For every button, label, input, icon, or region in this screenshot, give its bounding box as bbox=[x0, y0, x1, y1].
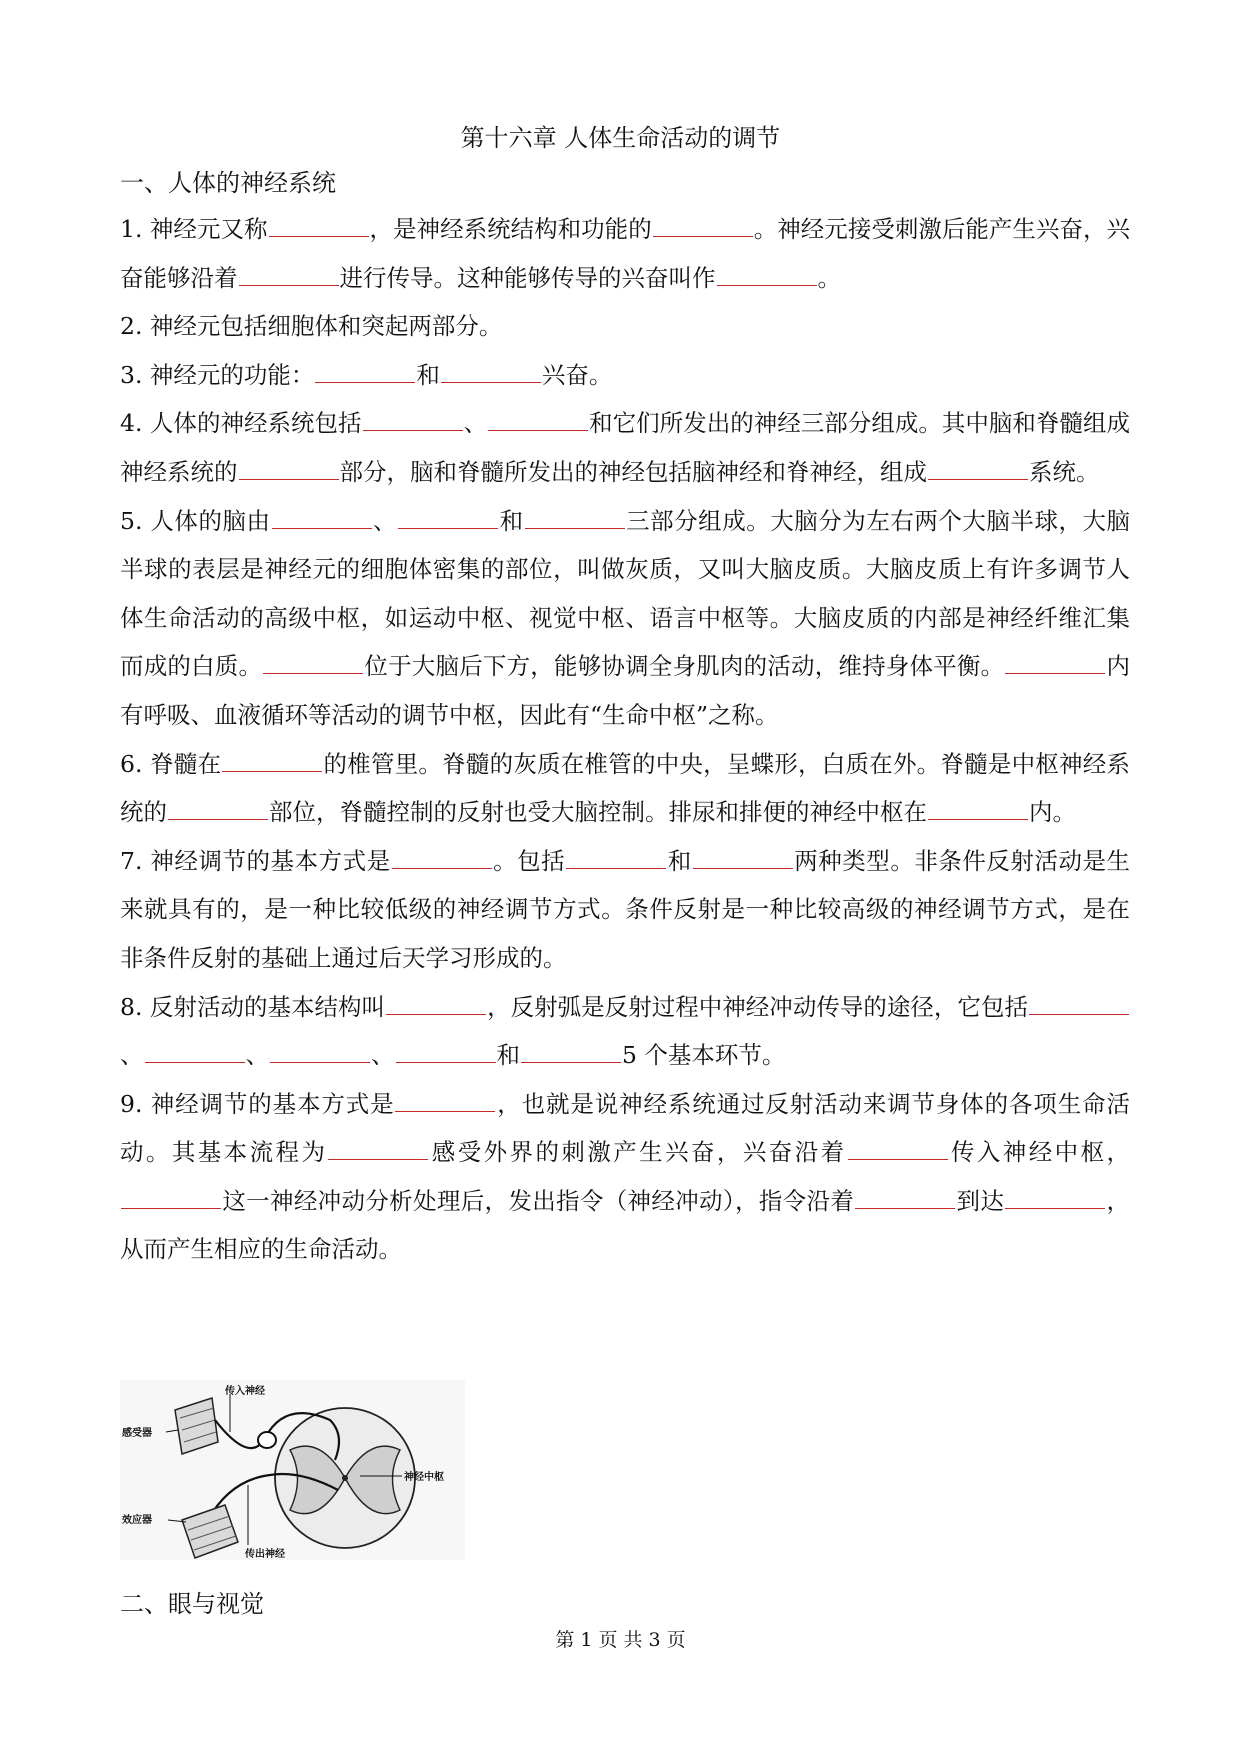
answer-blank[interactable] bbox=[717, 263, 817, 286]
answer-blank[interactable] bbox=[239, 263, 339, 286]
answer-blank[interactable] bbox=[1005, 1186, 1105, 1209]
answer-blank[interactable] bbox=[272, 506, 372, 529]
answer-blank[interactable] bbox=[269, 214, 369, 237]
question-text: 和 bbox=[416, 360, 440, 389]
question-text: 兴奋。 bbox=[541, 360, 613, 389]
question-text: 2. 神经元包括细胞体和突起两部分。 bbox=[120, 312, 503, 341]
question-text: 3. 神经元的功能： bbox=[120, 360, 315, 389]
question-text: 5 个基本环节。 bbox=[622, 1041, 786, 1070]
label-efferent: 传出神经 bbox=[245, 1549, 285, 1560]
question-text: 7. 神经调节的基本方式是 bbox=[120, 846, 391, 875]
question-text: 三部分组成。大脑分为左右两个大脑半球，大脑半球的表层是神经元的细胞体密集的部位，叫做灰质，又叫大脑皮质。大脑皮质上有许多调节人体生命活动的高级中枢，如运动中枢、视觉中枢、语言中枢等。大脑皮质的内部是神经纤维汇集而成的白质。 bbox=[120, 506, 1131, 681]
answer-blank[interactable] bbox=[239, 457, 339, 480]
question-text: ，反射弧是反射过程中神经冲动传导的途径，它包括 bbox=[487, 992, 1028, 1021]
answer-blank[interactable] bbox=[121, 1186, 221, 1209]
answer-blank[interactable] bbox=[396, 1040, 496, 1063]
label-afferent: 传入神经 bbox=[225, 1386, 265, 1397]
answer-blank[interactable] bbox=[848, 1137, 948, 1160]
question-text: 部位，脊髓控制的反射也受大脑控制。排尿和排便的神经中枢在 bbox=[269, 798, 927, 827]
question-text: 。包括 bbox=[492, 846, 566, 875]
question-text: 、 bbox=[120, 1041, 144, 1070]
answer-blank[interactable] bbox=[398, 506, 498, 529]
answer-blank[interactable] bbox=[395, 1089, 495, 1112]
answer-blank[interactable] bbox=[566, 846, 666, 869]
question-text: 6. 脊髓在 bbox=[120, 749, 222, 778]
question-text: 位于大脑后下方，能够协调全身肌肉的活动，维持身体平衡。 bbox=[364, 652, 1005, 681]
question-paragraph-7 bbox=[120, 837, 1130, 983]
question-text: ，也就是说神经系统通过反射活动来调节身体的各项生命活动。其基本流程为 bbox=[120, 1089, 1130, 1167]
question-paragraph-2 bbox=[120, 302, 1130, 351]
question-text: 系统。 bbox=[1029, 457, 1100, 486]
question-text: ，从而产生相应的生命活动。 bbox=[120, 1186, 1131, 1264]
question-text: 和它们所发出的神经三部分组成。其中脑和脊髓组成神经系统的 bbox=[120, 409, 1130, 486]
reflex-arc-svg bbox=[120, 1380, 465, 1560]
receptor-shape bbox=[175, 1398, 218, 1454]
answer-blank[interactable] bbox=[222, 749, 322, 772]
answer-blank[interactable] bbox=[392, 846, 492, 869]
answer-blank[interactable] bbox=[328, 1137, 428, 1160]
answer-blank[interactable] bbox=[441, 360, 541, 383]
question-paragraph-1 bbox=[120, 205, 1130, 302]
question-paragraph-5 bbox=[120, 497, 1130, 740]
answer-blank[interactable] bbox=[263, 651, 363, 674]
question-paragraph-4 bbox=[120, 399, 1130, 496]
effector-shape bbox=[182, 1505, 238, 1558]
question-paragraph-3 bbox=[120, 351, 1130, 400]
question-text: 、 bbox=[371, 1041, 395, 1070]
answer-blank[interactable] bbox=[521, 1040, 621, 1063]
answer-blank[interactable] bbox=[1029, 992, 1129, 1015]
answer-blank[interactable] bbox=[693, 846, 793, 869]
answer-blank[interactable] bbox=[270, 1040, 370, 1063]
question-text: 、 bbox=[245, 1041, 269, 1070]
question-text: 进行传导。这种能够传导的兴奋叫作 bbox=[339, 263, 716, 292]
answer-blank[interactable] bbox=[168, 797, 268, 820]
question-text: 1. 神经元又称 bbox=[120, 215, 268, 243]
chapter-title: 第十六章 人体生命活动的调节 bbox=[460, 124, 781, 152]
answer-blank[interactable] bbox=[145, 1040, 245, 1063]
label-center: 神经中枢 bbox=[404, 1472, 444, 1483]
answer-blank[interactable] bbox=[1005, 651, 1105, 674]
question-text: 。神经元接受刺激后能产生兴奋，兴奋能够沿着 bbox=[120, 215, 1131, 292]
answer-blank[interactable] bbox=[386, 992, 486, 1015]
answer-blank[interactable] bbox=[855, 1186, 955, 1209]
label-effector: 效应器 bbox=[122, 1515, 152, 1526]
question-paragraph-6 bbox=[120, 740, 1130, 837]
question-text: 和 bbox=[499, 506, 524, 535]
question-text: ，是神经系统结构和功能的 bbox=[369, 215, 652, 243]
answer-blank[interactable] bbox=[525, 506, 625, 529]
question-text: 这一神经冲动分析处理后，发出指令（神经冲动），指令沿着 bbox=[222, 1186, 855, 1215]
question-text: 和 bbox=[667, 846, 692, 875]
spinal-cord-shape bbox=[275, 1408, 415, 1548]
question-text: 5. 人体的脑由 bbox=[120, 506, 271, 535]
answer-blank[interactable] bbox=[488, 408, 588, 431]
question-text: 部分，脑和脊髓所发出的神经包括脑神经和脊神经，组成 bbox=[339, 457, 927, 486]
page-footer: 第 1 页 共 3 页 bbox=[555, 1629, 686, 1651]
question-text: 。 bbox=[817, 263, 841, 292]
question-text: 4. 人体的神经系统包括 bbox=[120, 409, 362, 438]
label-receptor: 感受器 bbox=[122, 1428, 152, 1439]
question-text: 和 bbox=[496, 1041, 520, 1070]
worksheet-content bbox=[120, 205, 1130, 1274]
question-text: 传入神经中枢， bbox=[948, 1138, 1130, 1167]
answer-blank[interactable] bbox=[315, 360, 415, 383]
question-paragraph-9 bbox=[120, 1080, 1130, 1274]
question-text: 内。 bbox=[1029, 798, 1076, 827]
answer-blank[interactable] bbox=[363, 408, 463, 431]
question-text: 感受外界的刺激产生兴奋，兴奋沿着 bbox=[429, 1138, 847, 1167]
question-text: 的椎管里。脊髓的灰质在椎管的中央，呈蝶形，白质在外。脊髓是中枢神经系统的 bbox=[120, 749, 1130, 827]
section-heading-nervous-system: 一、人体的神经系统 bbox=[120, 169, 336, 197]
answer-blank[interactable] bbox=[928, 797, 1028, 820]
question-text: 到达 bbox=[956, 1186, 1005, 1215]
reflex-arc-diagram bbox=[120, 1380, 465, 1560]
question-text: 9. 神经调节的基本方式是 bbox=[120, 1089, 395, 1118]
question-text: 8. 反射活动的基本结构叫 bbox=[120, 992, 386, 1021]
section-heading-eye-vision: 二、眼与视觉 bbox=[120, 1590, 264, 1618]
ganglion-shape bbox=[258, 1432, 276, 1448]
question-text: 、 bbox=[463, 409, 488, 438]
answer-blank[interactable] bbox=[653, 214, 753, 237]
question-paragraph-8 bbox=[120, 983, 1130, 1080]
question-text: 、 bbox=[372, 506, 398, 535]
answer-blank[interactable] bbox=[928, 457, 1028, 480]
question-text: 内有呼吸、血液循环等活动的调节中枢，因此有“生命中枢”之称。 bbox=[120, 652, 1131, 729]
question-text: 两种类型。非条件反射活动是生来就具有的，是一种比较低级的神经调节方式。条件反射是一种比较高级的神经调节方式，是在非条件反射的基础上通过后天学习形成的。 bbox=[120, 846, 1131, 972]
